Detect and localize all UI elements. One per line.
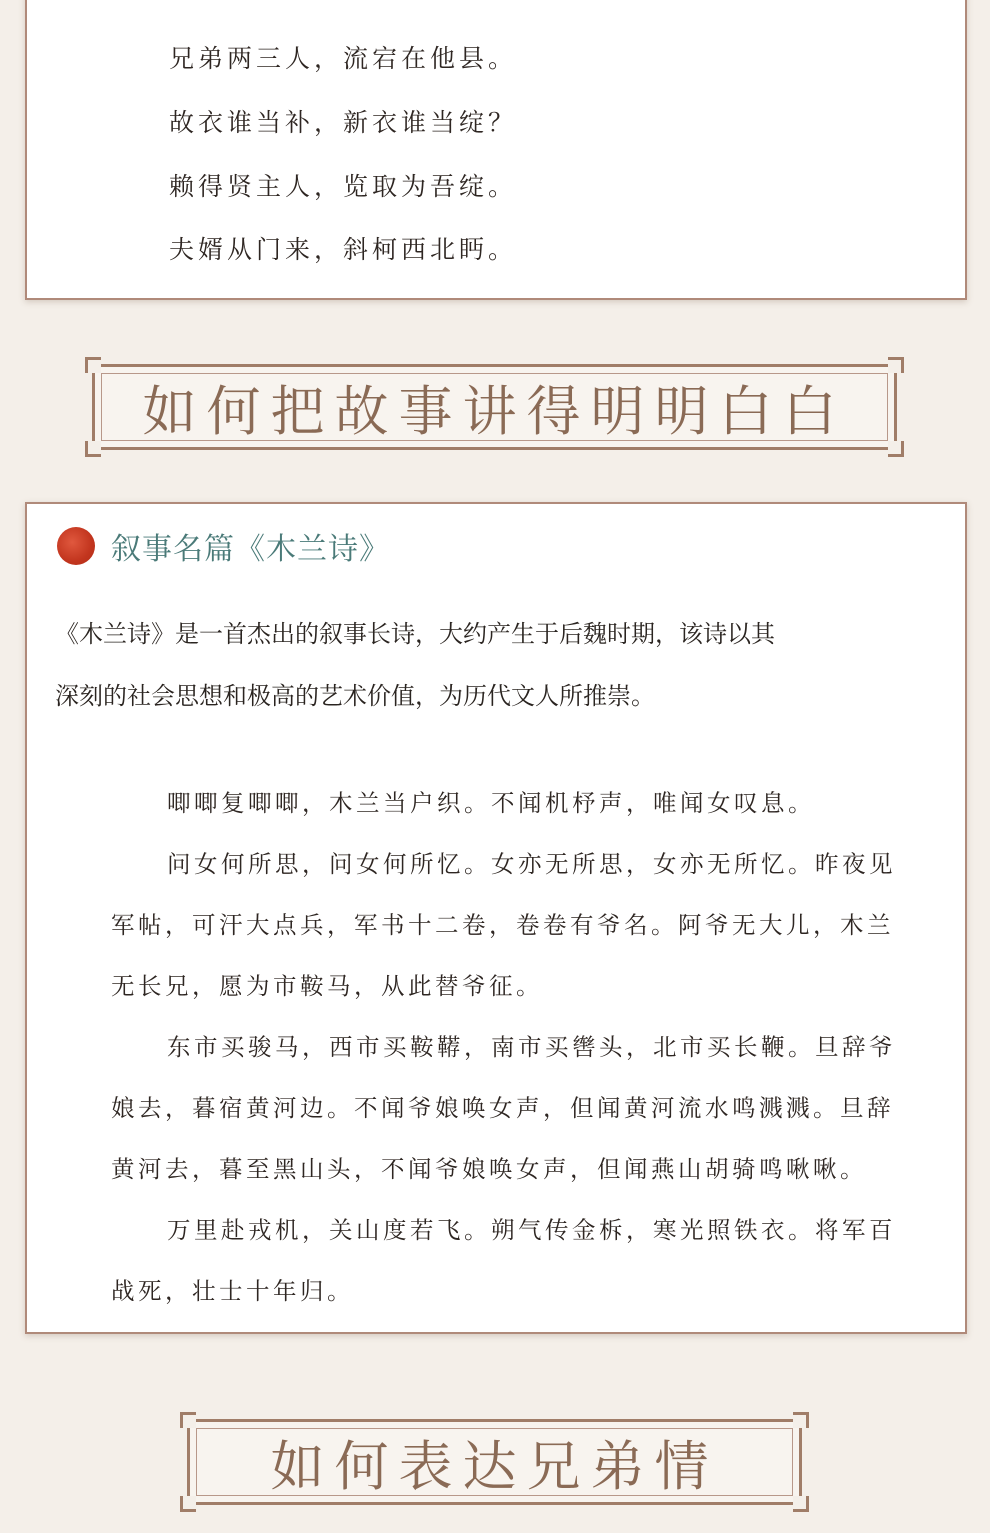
poem-line: 唧唧复唧唧，木兰当户织。不闻机杼声，唯闻女叹息。 (167, 789, 815, 817)
banner-title: 如何把故事讲得明明白白 (142, 379, 847, 443)
intro-line: 深刻的社会思想和极高的艺术价值，为历代文人所推崇。 (55, 682, 655, 710)
mulan-card (25, 502, 967, 1334)
poem-line: 万里赴戎机，关山度若飞。朔气传金柝，寒光照铁衣。将军百 (167, 1216, 896, 1244)
section-heading (57, 524, 390, 568)
poem-line: 赖得贤主人，览取为吾绽。 (169, 172, 518, 201)
section-banner-brotherhood (187, 1419, 802, 1505)
poem-line: 故衣谁当补，新衣谁当绽？ (169, 108, 518, 137)
poem-line: 无长兄，愿为市鞍马，从此替爷征。 (111, 972, 543, 1000)
poem-line: 兄弟两三人，流宕在他县。 (169, 44, 518, 73)
section-title: 叙事名篇《木兰诗》 (111, 532, 390, 567)
banner-title: 如何表达兄弟情 (270, 1434, 719, 1498)
poem-line: 军帖，可汗大点兵，军书十二卷，卷卷有爷名。阿爷无大儿，木兰 (111, 911, 894, 939)
red-seal-icon (57, 527, 95, 565)
intro-line: 《木兰诗》是一首杰出的叙事长诗，大约产生于后魏时期，该诗以其 (55, 620, 775, 648)
poem-line: 东市买骏马，西市买鞍鞯，南市买辔头，北市买长鞭。旦辞爷 (167, 1033, 896, 1061)
poem-line: 娘去，暮宿黄河边。不闻爷娘唤女声，但闻黄河流水鸣溅溅。旦辞 (111, 1094, 894, 1122)
top-poem-card (25, 0, 967, 300)
poem-line: 夫婿从门来，斜柯西北眄。 (169, 235, 518, 264)
poem-line: 战死，壮士十年归。 (111, 1277, 354, 1305)
poem-line: 黄河去，暮至黑山头，不闻爷娘唤女声，但闻燕山胡骑鸣啾啾。 (111, 1155, 867, 1183)
section-banner-storytelling (92, 364, 897, 450)
poem-line: 问女何所思，问女何所忆。女亦无所思，女亦无所忆。昨夜见 (167, 850, 896, 878)
